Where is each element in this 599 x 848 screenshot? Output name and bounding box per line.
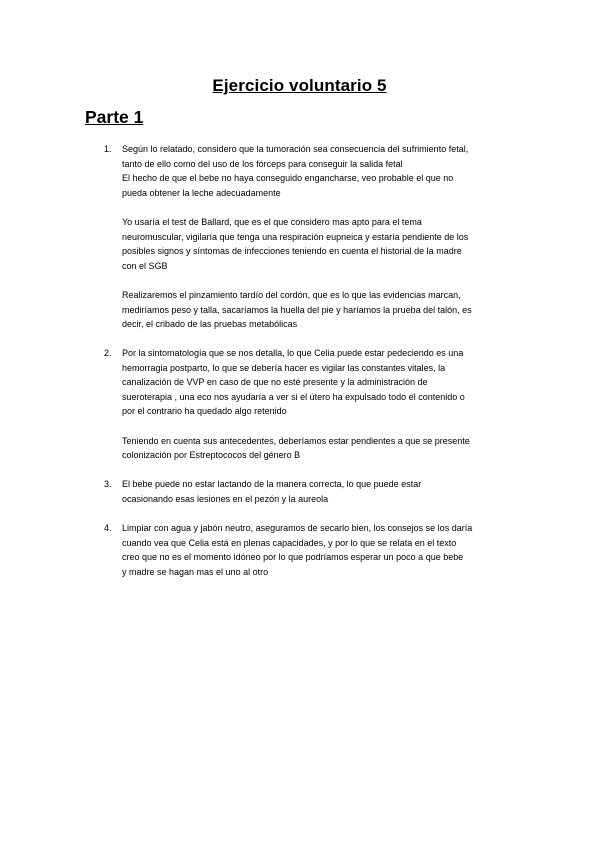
text-line: mediríamos peso y talla, sacaríamos la huella del pie y haríamos la prueba del talón, es — [122, 304, 472, 315]
text-line: pueda obtener la leche adecuadamente — [122, 187, 281, 198]
paragraph — [122, 142, 524, 200]
list-item-body — [122, 142, 524, 332]
text-line: Realizaremos el pinzamiento tardío del cordón, que es lo que las evidencias marcan, — [122, 289, 461, 300]
text-line: Yo usaría el test de Ballard, que es el que considero mas apto para el tema — [122, 216, 422, 227]
paragraph — [122, 288, 524, 332]
text-line: decir, el cribado de las pruebas metabólicas — [122, 319, 298, 330]
text-line: hemorragia postparto, lo que se debería hacer es vigilar las constantes vitales, la — [122, 362, 446, 373]
text-line: El hecho de que el bebe no haya conseguido engancharse, veo probable el que no — [122, 173, 454, 184]
text-line: creo que no es el momento idóneo por lo que podríamos esperar un poco a que bebe — [122, 552, 464, 563]
paragraph — [122, 346, 524, 419]
text-line: tanto de ello como del uso de los fórceps para conseguir la salida fetal — [122, 158, 403, 169]
document-title: Ejercicio voluntario 5 — [212, 76, 387, 95]
text-line: Según lo relatado, considero que la tumoración sea consecuencia del sufrimiento fetal, — [122, 144, 469, 154]
text-line: Por la sintomatología que se nos detalla, lo que Celia puede estar pedeciendo es una — [122, 348, 464, 358]
text-line: Teniendo en cuenta sus antecedentes, deberíamos estar pendientes a que se presente — [122, 435, 470, 446]
list-item-number: 4. — [104, 523, 112, 533]
paragraph — [122, 215, 524, 273]
text-line: ocasionando esas lesiones en el pezón y la aureola — [122, 493, 329, 504]
list-item-body — [122, 346, 524, 463]
paragraph — [122, 434, 524, 463]
list-item-body — [122, 477, 524, 506]
text-line: neuromuscular, vigilaría que tenga una respiración eupneica y estaría pendiente de los — [122, 231, 469, 242]
text-line: colonización por Estreptococos del género B — [122, 450, 301, 461]
text-line: cuando vea que Celia está en plenas capacidades, y por lo que se relata en el texto — [122, 537, 457, 548]
text-line: El bebe puede no estar lactando de la manera correcta, lo que puede estar — [122, 479, 422, 489]
text-line: y madre se hagan mas el uno al otro — [122, 566, 269, 577]
list-item-body — [122, 521, 524, 579]
text-line: por el contrario ha quedado algo retenido — [122, 406, 287, 417]
text-line: posibles signos y síntomas de infecciones teniendo en cuenta el historial de la madre — [122, 246, 462, 257]
list-item-number: 2. — [104, 348, 112, 358]
text-line: Limpiar con agua y jabón neutro, aseguramos de secarlo bien, los consejos se los daría — [122, 523, 473, 533]
paragraph — [122, 521, 524, 579]
section-heading: Parte 1 — [85, 107, 144, 127]
list-item-number: 3. — [104, 479, 112, 489]
text-line: canalización de VVP en caso de que no esté presente y la administración de — [122, 377, 428, 388]
text-line: sueroterapia , una eco nos ayudaría a ver si el útero ha expulsado todo el contenido o — [122, 391, 465, 402]
list-item-number: 1. — [104, 144, 112, 154]
text-line: con el SGB — [122, 260, 168, 271]
paragraph — [122, 477, 524, 506]
